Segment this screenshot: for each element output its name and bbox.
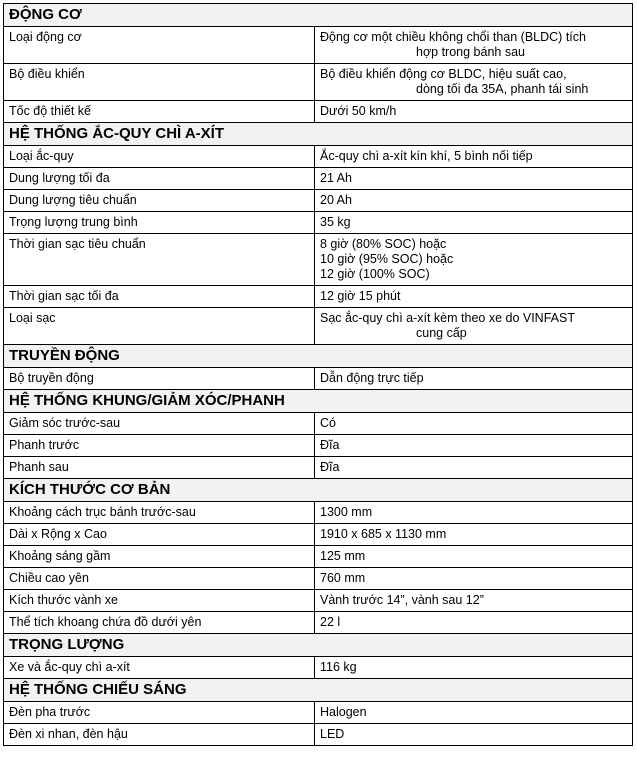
table-row [4,101,633,123]
row-value: Halogen [315,702,633,724]
row-label: Khoảng cách trục bánh trước-sau [4,502,315,524]
section-battery [4,123,633,146]
row-value: 35 kg [315,212,633,234]
value-line: 8 giờ (80% SOC) hoặc [320,237,447,251]
table-row [4,546,633,568]
row-value [315,27,633,64]
section-frame [4,390,633,413]
section-engine [4,4,633,27]
row-value: 1910 x 685 x 1130 mm [315,524,633,546]
table-row [4,702,633,724]
row-label: Đèn xi nhan, đèn hậu [4,724,315,746]
row-value: Đĩa [315,457,633,479]
section-title: ĐỘNG CƠ [4,4,633,27]
row-label: Trọng lượng trung bình [4,212,315,234]
row-value: Ắc-quy chì a-xít kín khí, 5 bình nối tiếp [315,146,633,168]
section-weight [4,634,633,657]
table-row [4,146,633,168]
row-label: Dung lượng tối đa [4,168,315,190]
value-line: Động cơ một chiều không chổi than (BLDC) tích [320,30,586,44]
row-label: Loại sạc [4,308,315,345]
row-value: 760 mm [315,568,633,590]
row-label: Phanh trước [4,435,315,457]
row-value: 12 giờ 15 phút [315,286,633,308]
section-title: HỆ THỐNG ẮC-QUY CHÌ A-XÍT [4,123,633,146]
section-title: TRUYỀN ĐỘNG [4,345,633,368]
table-row [4,27,633,64]
row-value: 22 l [315,612,633,634]
row-label: Loại ắc-quy [4,146,315,168]
table-row [4,308,633,345]
section-title: HỆ THỐNG KHUNG/GIẢM XÓC/PHANH [4,390,633,413]
row-label: Chiều cao yên [4,568,315,590]
row-value: Dẫn động trực tiếp [315,368,633,390]
table-row [4,435,633,457]
row-label: Phanh sau [4,457,315,479]
row-value: Dưới 50 km/h [315,101,633,123]
row-label: Khoảng sáng gầm [4,546,315,568]
table-row [4,724,633,746]
value-line: Bộ điều khiển động cơ BLDC, hiệu suất cao, [320,67,567,81]
table-row [4,234,633,286]
row-value: Vành trước 14”, vành sau 12” [315,590,633,612]
row-value: Có [315,413,633,435]
section-title: KÍCH THƯỚC CƠ BẢN [4,479,633,502]
row-value: 21 Ah [315,168,633,190]
row-label: Dung lượng tiêu chuẩn [4,190,315,212]
section-transmission [4,345,633,368]
section-title: TRỌNG LƯỢNG [4,634,633,657]
row-label: Thời gian sạc tiêu chuẩn [4,234,315,286]
table-row [4,568,633,590]
row-label: Loại động cơ [4,27,315,64]
section-dimensions [4,479,633,502]
row-value [315,234,633,286]
row-label: Giảm sóc trước-sau [4,413,315,435]
row-label: Tốc độ thiết kế [4,101,315,123]
row-label: Đèn pha trước [4,702,315,724]
section-lighting [4,679,633,702]
row-label: Thời gian sạc tối đa [4,286,315,308]
table-row [4,657,633,679]
value-line: hợp trong bánh sau [416,45,525,59]
table-row [4,168,633,190]
row-label: Bộ điều khiển [4,64,315,101]
row-value: 116 kg [315,657,633,679]
spec-table [3,3,633,746]
table-row [4,368,633,390]
value-line: 10 giờ (95% SOC) hoặc [320,252,454,266]
value-line: Sạc ắc-quy chì a-xít kèm theo xe do VINFAST [320,311,575,325]
row-label: Xe và ắc-quy chì a-xít [4,657,315,679]
row-value: Đĩa [315,435,633,457]
row-label: Dài x Rộng x Cao [4,524,315,546]
row-value [315,64,633,101]
row-value: 125 mm [315,546,633,568]
row-value: 20 Ah [315,190,633,212]
table-row [4,212,633,234]
value-line: cung cấp [416,326,467,340]
table-row [4,457,633,479]
table-row [4,64,633,101]
value-line: dòng tối đa 35A, phanh tái sinh [416,82,589,96]
table-row [4,190,633,212]
table-row [4,502,633,524]
row-label: Bộ truyền động [4,368,315,390]
table-row [4,413,633,435]
table-row [4,524,633,546]
value-line: 12 giờ (100% SOC) [320,267,430,281]
row-value: LED [315,724,633,746]
row-label: Thể tích khoang chứa đồ dưới yên [4,612,315,634]
row-value: 1300 mm [315,502,633,524]
section-title: HỆ THỐNG CHIẾU SÁNG [4,679,633,702]
table-row [4,286,633,308]
row-label: Kích thước vành xe [4,590,315,612]
table-row [4,590,633,612]
table-row [4,612,633,634]
row-value [315,308,633,345]
